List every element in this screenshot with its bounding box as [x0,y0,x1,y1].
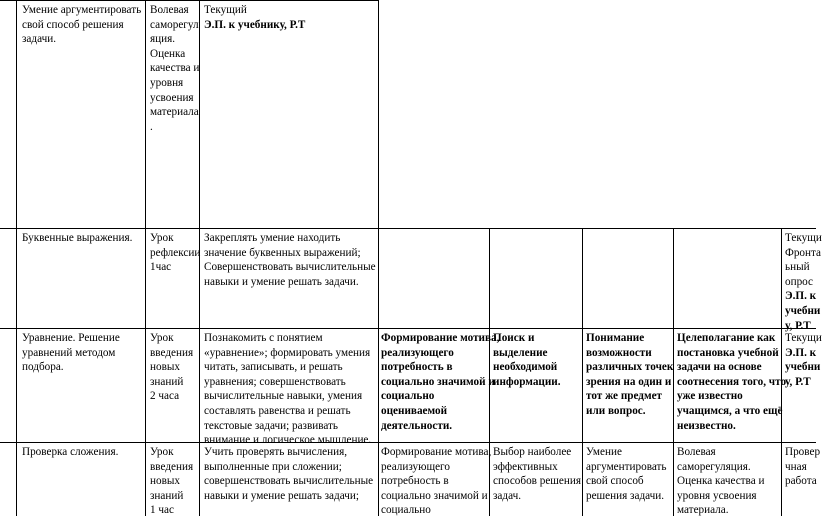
cell-line: реализующего [381,460,450,473]
cell-line: или вопрос. [586,404,646,417]
cell-line: «уравнение»; формировать умения [204,346,371,359]
cell-line: Буквенные выражения. [22,232,133,244]
cell-line: Закреплять умение находить [204,232,341,244]
cell-line: постановка учебной [677,346,779,359]
row3-communicative-uud [586,445,667,503]
cell-line: учебни [785,361,821,374]
cell-line: Совершенствовать вычислительные [204,261,376,274]
cell-line: оцениваемой [381,404,448,417]
cell-line: социально [381,390,435,403]
cell-line: социально [381,504,431,517]
cell-line: совершенствовать вычислительные [204,475,374,488]
row3-control [785,445,821,489]
cell-line: Уравнение. Решение [22,332,120,344]
cell-line: Поиск и [493,332,535,344]
cell-line: способов решения [493,475,582,488]
cell-line: внимание и логическое мышление. [204,434,372,447]
row3-tasks [204,445,373,503]
cell-line: решения задачи. [586,489,665,502]
cell-line: текстовые задачи; развивать [204,419,339,432]
cell-line: уровня усвоения [677,489,757,502]
cell-line: Урок [150,232,174,244]
row1-lesson-type [150,231,200,275]
cell-line: новых [150,475,180,488]
cell-line: уровня [150,76,184,89]
cell-line: Э.П. к учебнику, Р.Т [204,18,306,31]
cell-line: выделение [493,346,548,359]
cell-line: 1час [150,261,172,274]
cell-line: учебни [785,304,821,317]
col-line-3 [378,0,379,516]
row1-control [785,231,822,333]
row3-topic [22,445,118,460]
cell-line: социально значимой и [381,375,495,388]
cell-line: Умение аргументировать [22,4,142,16]
cell-line: Проверка сложения. [22,446,119,458]
cell-line: задачи на основе [677,361,762,374]
row2-communicative-uud [586,331,673,419]
cell-line: работа [785,475,817,488]
row3-cognitive-uud [493,445,581,503]
cell-line: подбора. [22,361,64,374]
cell-line: усвоения [150,91,194,104]
cell-line: Провер [785,446,821,458]
cell-line: задач. [493,489,522,502]
cell-line: деятельности. [381,419,453,432]
cell-line: Фронта [785,246,822,259]
cell-line: необходимой [493,361,558,374]
cell-line: уже известно [677,390,743,403]
col-line-1 [145,0,146,516]
cell-line: Учить проверять вычисления, [204,446,348,458]
cell-line: реализующего [381,346,454,359]
row-line-top [0,0,378,1]
cell-line: учащимся, а что ещё [677,404,783,417]
cell-line: Умение [586,446,622,458]
cell-line: навыки и умение решать задачи. [204,275,359,288]
col-line-5 [582,228,583,516]
cell-line: задачи. [22,33,57,46]
row0-topic [22,3,141,47]
cell-line: различных точек [586,361,674,374]
cell-line: Текущий [204,4,247,16]
cell-line: информации. [493,375,561,388]
cell-line: введения [150,460,194,473]
cell-line: Выбор наиболее [493,446,572,458]
cell-line: Э.П. к [785,346,817,359]
cell-line: Оценка [150,47,186,60]
cell-line: свой способ [586,475,644,488]
cell-line: качества и [150,62,200,75]
row-line-3 [0,442,816,443]
cell-line: Познакомить с понятием [204,332,323,344]
cell-line: Формирование мотива, [381,332,500,344]
cell-line: неизвестно. [677,419,736,432]
cell-line: социально значимой и [381,489,488,502]
cell-line: материала [150,106,199,119]
row3-regulative-uud [677,445,764,518]
cell-line: тот же предмет [586,390,663,403]
row2-lesson-type [150,331,193,404]
cell-line: составлять равенства и решать [204,404,351,417]
cell-line: Урок [150,332,174,344]
row3-personal-uud [381,445,491,518]
cell-line: зрения на один и [586,375,672,388]
cell-line: саморегул [150,18,199,31]
cell-line: ьный [785,261,810,274]
cell-line: 1 час [150,504,174,517]
cell-line: чная [785,460,807,473]
cell-line: эффективных [493,460,558,473]
cell-line: введения [150,346,194,359]
cell-line: потребность в [381,361,453,374]
cell-line: Текущи [785,232,822,244]
cell-line: выполненные при сложении; [204,460,342,473]
cell-line: Текущи [785,332,822,344]
cell-line: потребность в [381,475,449,488]
row0-lesson-type [150,3,199,134]
cell-line: у, Р.Т [785,319,811,332]
cell-line: . [150,120,153,133]
row2-regulative-uud [677,331,786,433]
cell-line: опрос [785,275,814,288]
row0-control [204,3,305,32]
cell-line: навыки и умение решать задачи; [204,489,359,502]
cell-line: Оценка качества и [677,475,765,488]
cell-line: значение буквенных выражений; [204,246,361,259]
row2-tasks [204,331,371,448]
cell-line: уравнения; совершенствовать [204,375,346,388]
cell-line: свой способ решения [22,18,124,31]
cell-line: возможности [586,346,652,359]
cell-line: Волевая [677,446,716,458]
cell-line: Урок [150,446,174,458]
row1-topic [22,231,132,246]
row2-topic [22,331,120,375]
cell-line: новых [150,361,180,374]
cell-line: Волевая [150,4,189,16]
cell-line: у, Р.Т [785,375,811,388]
cell-line: читать, записывать, и решать [204,361,343,374]
row-line-2 [0,328,816,329]
cell-line: яция. [150,33,176,46]
cell-line: саморегуляция. [677,460,751,473]
row-line-1 [0,228,816,229]
cell-line: Э.П. к [785,290,817,303]
col-line-0 [16,0,17,516]
row2-control [785,331,822,389]
row1-tasks [204,231,376,289]
cell-line: аргументировать [586,460,667,473]
cell-line: Целеполагание как [677,332,776,344]
row3-lesson-type [150,445,193,518]
cell-line: соотнесения того, что [677,375,787,388]
row2-cognitive-uud [493,331,561,389]
cell-line: Понимание [586,332,645,344]
cell-line: вычислительные навыки, умения [204,390,363,403]
row2-personal-uud [381,331,499,433]
cell-line: материала. [677,504,729,517]
cell-line: Формирование мотива, [381,446,492,458]
cell-line: знаний [150,375,184,388]
cell-line: 2 часа [150,390,180,403]
cell-line: уравнений методом [22,346,116,359]
cell-line: рефлексии [150,246,201,259]
cell-line: знаний [150,489,184,502]
